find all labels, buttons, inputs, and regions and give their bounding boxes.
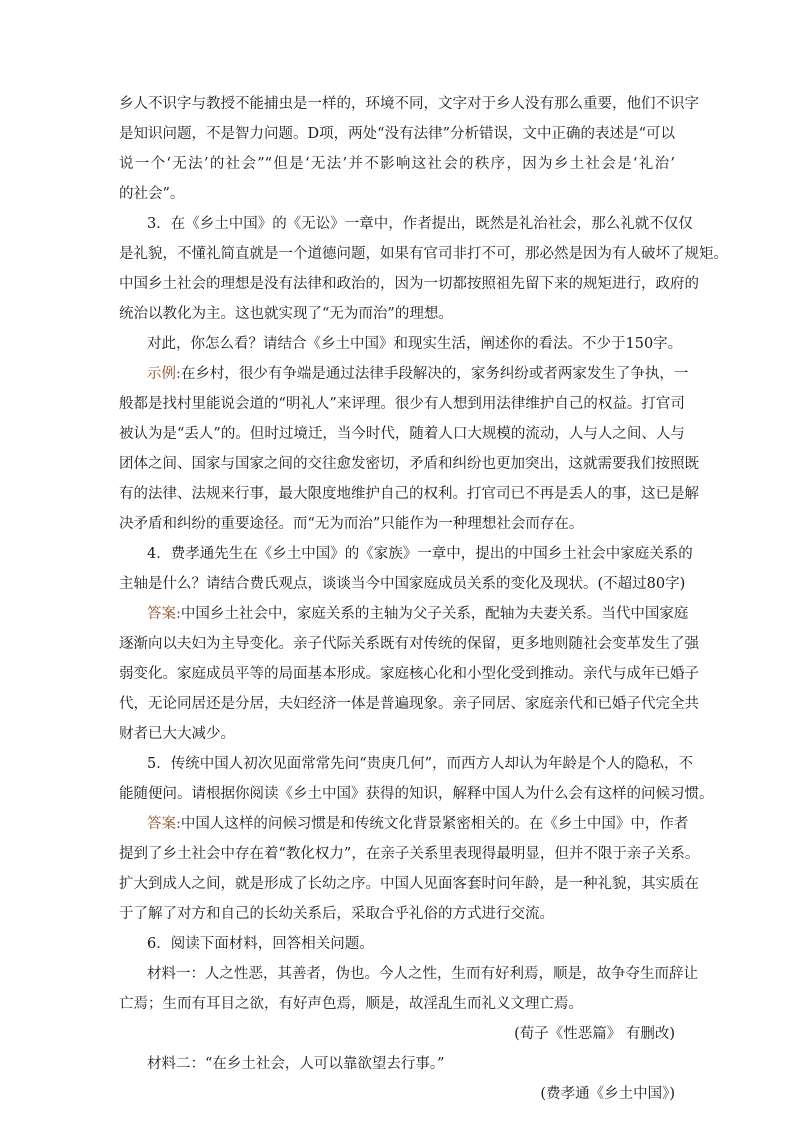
- question-4-stem: 4．费孝通先生在《乡土中国》的《家族》一章中，提出的中国乡土社会中家庭关系的: [147, 546, 693, 562]
- text-line: 团体之间、国家与国家之间的交往愈发密切，矛盾和纠纷也更加突出，这就需要我们按照既: [119, 456, 699, 472]
- text-line: 扩大到成人之间，就是形成了长幼之序。中国人见面客套时问年龄，是一种礼貌，其实质在: [119, 876, 699, 892]
- answer-text: 中国人这样的问候习惯是和传统文化背景紧密相关的。在《乡土中国》中，作者: [180, 816, 689, 832]
- text-line: 是知识问题，不是智力问题。D项，两处“没有法律”分析错误，文中正确的表述是“可以: [119, 126, 675, 142]
- text-line: 统治以教化为主。这也就实现了“无为而治”的理想。: [119, 306, 453, 322]
- text-line: 的社会”。: [119, 186, 185, 202]
- question-3-prompt: 对此，你怎么看？请结合《乡土中国》和现实生活，阐述你的看法。不少于150字。: [147, 336, 683, 352]
- text-line: 般都是找村里能说会道的“明礼人”来评理。很少有人想到用法律维护自己的权益。打官司: [119, 396, 685, 412]
- text-line: 乡人不识字与教授不能捕虫是一样的，环境不同，文字对于乡人没有那么重要，他们不识字: [119, 96, 699, 112]
- material-2-source: (费孝通《乡土中国》): [540, 1086, 675, 1102]
- question-6-stem: 6．阅读下面材料，回答相关问题。: [147, 936, 374, 952]
- example-text: 在乡村，很少有争端是通过法律手段解决的，家务纠纷或者两家发生了争执，一: [180, 366, 689, 382]
- answer-4-line: [147, 599, 689, 629]
- text-line: 是礼貌，不懂礼简直就是一个道德问题，如果有官司非打不可，那必然是因为有人破坏了规矩。: [119, 246, 728, 262]
- text-line: 代，无论同居还是分居，夫妇经济一体是普遍现象。亲子同居、家庭亲代和已婚子代完全共: [119, 696, 699, 712]
- material-2: 材料二：“在乡土社会，人可以靠欲望去行事。”: [147, 1056, 445, 1072]
- text-line: 弱变化。家庭成员平等的局面基本形成。家庭核心化和小型化受到推动。亲代与成年已婚子: [119, 666, 699, 682]
- text-line: 主轴是什么？请结合费氏观点，谈谈当今中国家庭成员关系的变化及现状。(不超过80字): [119, 576, 686, 592]
- material-1: 材料一：人之性恶，其善者，伪也。今人之性，生而有好利焉，顺是，故争夺生而辞让: [147, 966, 698, 982]
- answer-5-line: [147, 809, 689, 839]
- example-answer-line: [147, 359, 689, 389]
- text-line: 于了解了对方和自己的长幼关系后，采取合乎礼俗的方式进行交流。: [119, 906, 554, 922]
- text-line: 决矛盾和纠纷的重要途径。而“无为而治”只能作为一种理想社会而存在。: [119, 516, 584, 532]
- answer-label: 答案:: [147, 816, 181, 832]
- text-line: 财者已大大减少。: [119, 726, 235, 742]
- question-3-stem: 3．在《乡土中国》的《无讼》一章中，作者提出，既然是礼治社会，那么礼就不仅仅: [147, 216, 693, 232]
- text-line: 中国乡土社会的理想是没有法律和政治的，因为一切都按照祖先留下来的规矩进行，政府的: [119, 276, 699, 292]
- question-5-stem: 5．传统中国人初次见面常常先问“贵庚几何”，而西方人却认为年龄是个人的隐私，不: [147, 756, 694, 772]
- answer-text: 中国乡土社会中，家庭关系的主轴为父子关系，配轴为夫妻关系。当代中国家庭: [180, 606, 689, 622]
- example-label: 示例:: [147, 366, 181, 382]
- text-line: 说一个‘无法’的社会”“但是‘无法’并不影响这社会的秩序，因为乡土社会是‘礼治’: [119, 156, 675, 172]
- text-line: 被认为是“丢人”的。但时过境迁，当今时代，随着人口大规模的流动，人与人之间、人与: [119, 426, 685, 442]
- text-line: 亡焉；生而有耳目之欲，有好声色焉，顺是，故淫乱生而礼义文理亡焉。: [119, 996, 583, 1012]
- answer-label: 答案:: [147, 606, 181, 622]
- text-line: 提到了乡土社会中存在着“教化权力”，在亲子关系里表现得最明显，但并不限于亲子关系。: [119, 846, 700, 862]
- material-1-source: (荀子《性恶篇》 有删改): [514, 1026, 675, 1042]
- text-line: 有的法律、法规来行事，最大限度地维护自己的权利。打官司已不再是丢人的事，这已是解: [119, 486, 699, 502]
- text-line: 能随便问。请根据你阅读《乡土中国》获得的知识，解释中国人为什么会有这样的问候习惯。: [119, 786, 714, 802]
- text-line: 逐渐向以夫妇为主导变化。亲子代际关系既有对传统的保留，更多地则随社会变革发生了强: [119, 636, 699, 652]
